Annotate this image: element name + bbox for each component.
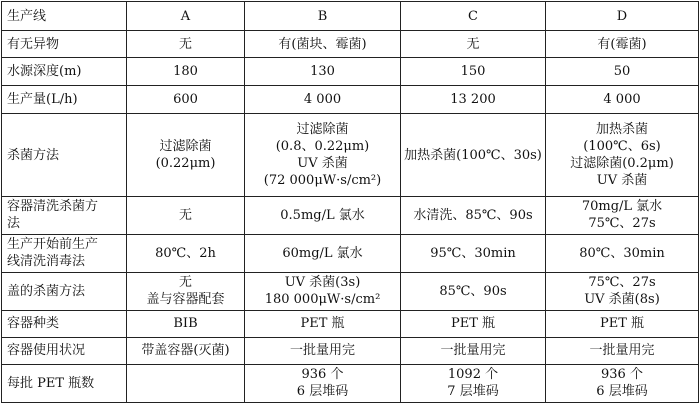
table-cell — [127, 337, 245, 364]
cell-line: 80℃、30min — [579, 245, 665, 261]
cell-line: 带盖容器(灭菌) — [141, 343, 230, 359]
cell-line: 一批量用完 — [589, 343, 655, 359]
table-cell — [546, 272, 699, 310]
cell-line: 一批量用完 — [440, 343, 506, 359]
row-label — [2, 234, 127, 272]
cell-line: 盖的杀菌方法 — [7, 283, 86, 299]
cell-line: 水源深度(m) — [7, 64, 82, 80]
row-label — [2, 114, 127, 197]
cell-line: 生产量(L/h) — [7, 92, 78, 108]
table-cell — [245, 310, 401, 337]
cell-line: 180 — [173, 64, 198, 80]
cell-line: 180 000μW·s/cm² — [264, 292, 381, 308]
table-cell — [127, 310, 245, 337]
cell-line: PET 瓶 — [450, 316, 496, 332]
row-label — [2, 272, 127, 310]
cell-line: (0.8、0.22μm) — [275, 139, 370, 155]
cell-line: 一批量用完 — [289, 343, 355, 359]
table-cell — [546, 364, 699, 402]
cell-line: 0.5mg/L 氯水 — [280, 207, 365, 223]
cell-line: 无 — [178, 207, 192, 223]
cell-line: UV 杀菌(3s) — [284, 275, 361, 291]
cell-line: 6 层堆码 — [296, 384, 349, 400]
cell-line: 6 层堆码 — [596, 384, 648, 400]
table-cell — [127, 234, 245, 272]
table-cell — [401, 337, 546, 364]
cell-line: 600 — [173, 92, 198, 108]
table-cell — [127, 197, 245, 234]
table-cell — [245, 31, 401, 58]
table-cell — [245, 234, 401, 272]
table-cell — [401, 197, 546, 234]
cell-line: BIB — [173, 316, 198, 332]
cell-line: 85℃、90s — [439, 283, 507, 299]
row-label — [2, 337, 127, 364]
cell-line: 容器种类 — [7, 316, 60, 332]
cell-line: 无 — [466, 36, 480, 52]
cell-line: 70mg/L 氯水 — [581, 199, 663, 215]
row-label — [2, 31, 127, 58]
table-row — [2, 337, 699, 364]
table-cell — [245, 364, 401, 402]
cell-line: 75℃、27s — [588, 275, 656, 291]
table-cell — [127, 364, 245, 402]
table-row — [2, 58, 699, 86]
cell-line: 过滤除菌 — [159, 139, 212, 155]
table-row — [2, 310, 699, 337]
cell-line: 加热杀菌 — [595, 122, 648, 138]
table-cell — [546, 31, 699, 58]
cell-line: 杀菌方法 — [7, 147, 60, 163]
table-cell — [127, 31, 245, 58]
table-cell — [245, 197, 401, 234]
row-label — [2, 310, 127, 337]
header-label: 生产线 — [2, 2, 127, 31]
table-row — [2, 31, 699, 58]
cell-line: 过滤除菌(0.2μm) — [570, 156, 674, 172]
table-cell — [245, 337, 401, 364]
cell-line: 过滤除菌 — [296, 122, 349, 138]
cell-line: 95℃、30min — [430, 245, 516, 261]
table-cell — [245, 58, 401, 86]
cell-line: 盖与容器配套 — [146, 292, 225, 308]
table-cell — [245, 86, 401, 114]
cell-line: UV 杀菌(8s) — [584, 292, 660, 308]
row-label — [2, 364, 127, 402]
row-label — [2, 197, 127, 234]
table-cell — [546, 234, 699, 272]
cell-line: 50 — [613, 64, 631, 80]
cell-line: 60mg/L 氯水 — [282, 245, 363, 261]
cell-line: 水清洗、85℃、90s — [413, 207, 533, 223]
cell-line: 13 200 — [450, 92, 496, 108]
table-cell — [546, 310, 699, 337]
header-line-C: C — [401, 2, 546, 31]
cell-line: 生产开始前生产 — [7, 237, 99, 253]
table-cell — [546, 58, 699, 86]
cell-line: (0.22μm) — [155, 156, 216, 172]
cell-line: 容器使用状况 — [7, 343, 86, 359]
header-line-B: B — [245, 2, 401, 31]
cell-line: 936 个 — [601, 367, 643, 383]
cell-line: PET 瓶 — [599, 316, 645, 332]
table-cell — [245, 114, 401, 197]
table-cell — [127, 114, 245, 197]
cell-line: 936 个 — [301, 367, 344, 383]
table-row — [2, 364, 699, 402]
header-line-D: D — [546, 2, 699, 31]
cell-line: PET 瓶 — [300, 316, 345, 332]
cell-line: 法 — [7, 216, 21, 232]
table-cell — [401, 114, 546, 197]
table-row — [2, 272, 699, 310]
table-cell — [546, 86, 699, 114]
header-line-A: A — [127, 2, 245, 31]
cell-line: 4 000 — [603, 92, 641, 108]
cell-line: 有无异物 — [7, 36, 60, 52]
table-cell — [127, 58, 245, 86]
table-row — [2, 197, 699, 234]
table-body — [2, 2, 699, 403]
table-row — [2, 86, 699, 114]
cell-line: 无 — [178, 275, 192, 291]
table-cell — [401, 234, 546, 272]
table-cell — [127, 86, 245, 114]
cell-line: 加热杀菌(100℃、30s) — [404, 147, 542, 163]
data-table — [1, 1, 699, 403]
cell-line: 150 — [460, 64, 486, 80]
cell-line: 有(霉菌) — [597, 36, 647, 52]
table-cell — [401, 272, 546, 310]
cell-line: UV 杀菌 — [297, 156, 348, 172]
cell-line: 75℃、27s — [588, 216, 656, 232]
table-cell — [546, 197, 699, 234]
table-cell — [401, 58, 546, 86]
row-label — [2, 58, 127, 86]
table-cell — [401, 310, 546, 337]
table-cell — [401, 364, 546, 402]
table-cell — [401, 31, 546, 58]
cell-line: UV 杀菌 — [596, 173, 648, 189]
header-row — [2, 2, 699, 31]
table-row — [2, 234, 699, 272]
cell-line: 130 — [310, 64, 335, 80]
cell-line: 有(菌块、霉菌) — [278, 36, 367, 52]
cell-line: 无 — [178, 36, 192, 52]
cell-line: 每批 PET 瓶数 — [7, 375, 95, 391]
table-row — [2, 114, 699, 197]
cell-line: 线清洗消毒法 — [7, 254, 86, 270]
cell-line: (100℃、6s) — [583, 139, 661, 155]
table-cell — [245, 272, 401, 310]
cell-line: 4 000 — [303, 92, 342, 108]
row-label — [2, 86, 127, 114]
table-cell — [546, 337, 699, 364]
table-cell — [127, 272, 245, 310]
cell-line: 80℃、2h — [155, 245, 216, 261]
table-cell — [401, 86, 546, 114]
cell-line: 7 层堆码 — [447, 384, 499, 400]
table-cell — [546, 114, 699, 197]
cell-line: 容器清洗杀菌方 — [7, 199, 99, 215]
cell-line: 1092 个 — [447, 367, 499, 383]
cell-line: (72 000μW·s/cm²) — [263, 173, 382, 189]
